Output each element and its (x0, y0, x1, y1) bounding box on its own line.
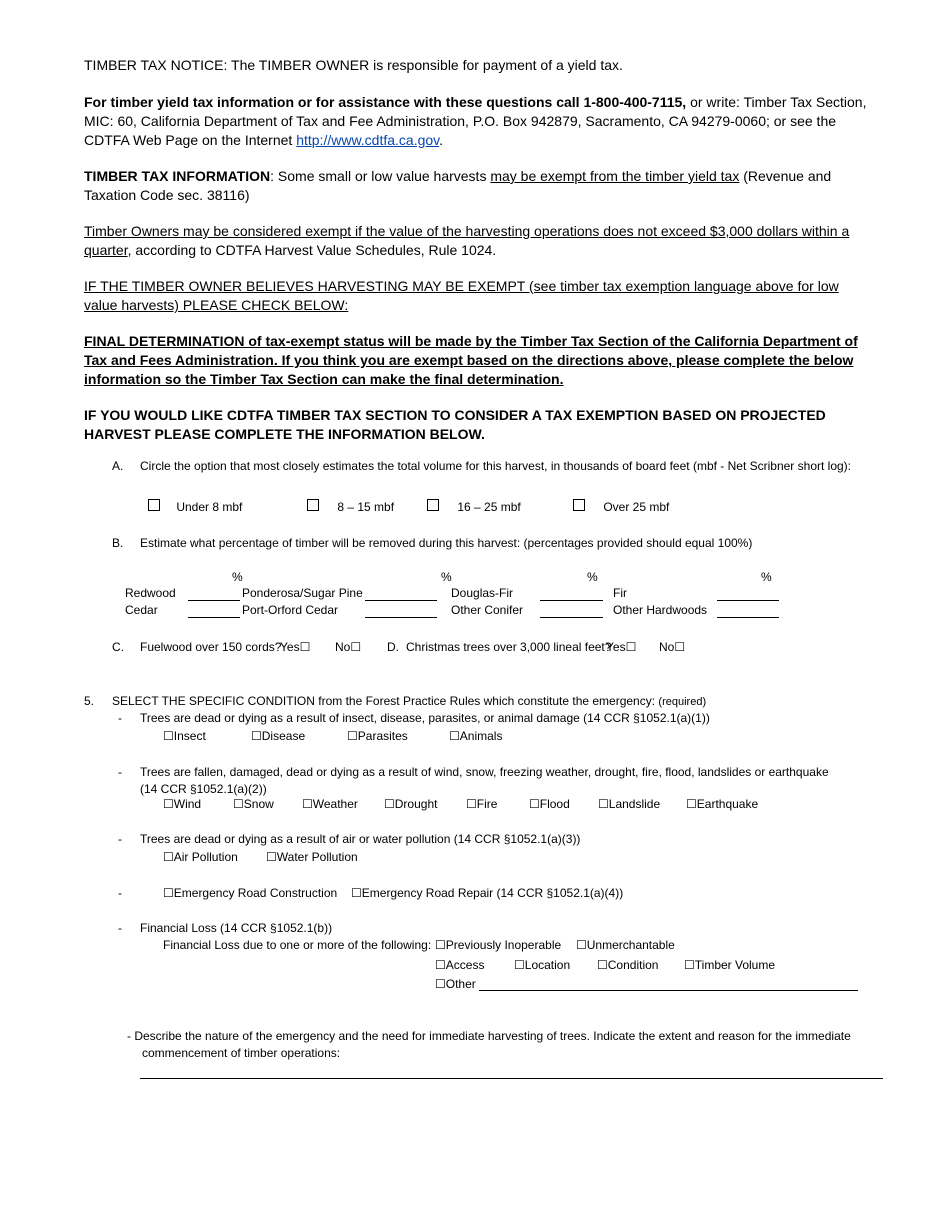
option-label: Air Pollution (173, 850, 238, 864)
option-label: Location (524, 958, 571, 972)
option-label: Landslide (608, 797, 661, 811)
option-road-construction[interactable] (163, 885, 337, 902)
christmas-yes[interactable] (606, 639, 636, 656)
tax-info-text-a: : Some small or low value harvests (270, 168, 491, 184)
checkbox[interactable] (427, 499, 439, 511)
pollution-condition-text: Trees are dead or dying as a result of air or water pollution (14 CCR §1052.1(a)(3)) (140, 832, 581, 846)
checkbox[interactable]: ☐ (625, 640, 637, 654)
option-label: Access (445, 958, 485, 972)
yes-label: Yes (606, 640, 626, 654)
option-label: Weather (312, 797, 358, 811)
option-label: Condition (607, 958, 659, 972)
christmas-trees-question: Christmas trees over 3,000 lineal feet? (406, 640, 612, 654)
option-drought[interactable] (384, 796, 437, 813)
checkbox[interactable]: ☐ (163, 797, 174, 811)
other-conifer-percent-field[interactable] (540, 617, 603, 618)
checkbox[interactable]: ☐ (350, 640, 362, 654)
port-orford-percent-field[interactable] (365, 617, 437, 618)
checkbox[interactable]: ☐ (233, 797, 244, 811)
species-cedar: Cedar (125, 603, 158, 617)
checkbox[interactable]: ☐ (597, 958, 608, 972)
section-b-letter: B. (112, 536, 124, 550)
percent-sign: % (761, 570, 772, 584)
species-douglas-fir: Douglas-Fir (451, 586, 514, 600)
tax-info-underlined: may be exempt from the timber yield tax (490, 168, 740, 184)
checkbox[interactable] (148, 499, 160, 511)
checkbox[interactable]: ☐ (266, 850, 277, 864)
option-weather[interactable] (302, 796, 358, 813)
section-d-letter: D. (387, 640, 399, 654)
option-landslide[interactable] (598, 796, 660, 813)
checkbox[interactable]: ☐ (163, 850, 174, 864)
checkbox[interactable]: ☐ (351, 886, 362, 900)
bullet-dash: - (118, 711, 122, 725)
species-ponderosa: Ponderosa/Sugar Pine (242, 586, 363, 600)
option-label: Wind (173, 797, 202, 811)
option-flood[interactable] (529, 796, 570, 813)
option-water-pollution[interactable] (266, 849, 358, 866)
volume-option-16-25[interactable] (427, 499, 521, 516)
option-label: Emergency Road Construction (173, 886, 338, 900)
volume-option-8-15[interactable] (307, 499, 394, 516)
option-label: Previously Inoperable (445, 938, 562, 952)
checkbox[interactable]: ☐ (163, 729, 174, 743)
checkbox[interactable] (307, 499, 319, 511)
option-unmerchantable[interactable] (576, 937, 675, 954)
exemption-value-paragraph (84, 222, 874, 260)
wind-condition-cite: (14 CCR §1052.1(a)(2)) (140, 782, 267, 796)
bullet-dash: - (118, 886, 122, 900)
option-label: Unmerchantable (586, 938, 675, 952)
species-other-hardwoods: Other Hardwoods (613, 603, 708, 617)
bullet-dash: - (118, 765, 122, 779)
christmas-no[interactable] (659, 639, 685, 656)
bullet-dash: - (118, 921, 122, 935)
percent-sign: % (441, 570, 452, 584)
contact-end: . (439, 132, 444, 148)
projected-harvest-paragraph: IF YOU WOULD LIKE CDTFA TIMBER TAX SECTION TO CONSIDER A TAX EXEMPTION BASED ON PROJECTED HARVEST PLEASE COMPLETE THE INFORMATION BELOW. (84, 407, 826, 442)
checkbox[interactable]: ☐ (449, 729, 460, 743)
checkbox[interactable] (573, 499, 585, 511)
exemption-value-underlined: Timber Owners may be considered exempt if the value of the harvesting operations does not exceed $3,000 dollars within a quarter (84, 223, 850, 258)
timber-tax-notice: TIMBER TAX NOTICE: The TIMBER OWNER is responsible for payment of a yield tax. (84, 57, 623, 73)
percent-sign: % (232, 570, 243, 584)
option-label: Disease (261, 729, 306, 743)
option-other[interactable] (435, 976, 476, 993)
checkbox[interactable]: ☐ (466, 797, 477, 811)
financial-loss-sub: Financial Loss due to one or more of the following: (163, 938, 432, 952)
option-previously-inoperable[interactable] (435, 937, 561, 954)
section-5-number: 5. (84, 694, 95, 708)
no-label: No (659, 640, 675, 654)
tax-info-heading: TIMBER TAX INFORMATION (84, 168, 271, 184)
volume-option-under-8[interactable] (148, 499, 242, 516)
exemption-value-rest: , according to CDTFA Harvest Value Schedules, Rule 1024. (127, 242, 497, 258)
option-label: Fire (476, 797, 498, 811)
option-label: Flood (539, 797, 570, 811)
species-port-orford: Port-Orford Cedar (242, 603, 339, 617)
cdtfa-web-link[interactable]: http://www.cdtfa.ca.gov (296, 132, 440, 148)
douglas-fir-percent-field[interactable] (540, 600, 603, 601)
option-label: Other (445, 977, 476, 991)
cedar-percent-field[interactable] (188, 617, 240, 618)
describe-emergency-field[interactable] (140, 1078, 883, 1079)
section-a-letter: A. (112, 459, 124, 473)
option-label: Timber Volume (694, 958, 776, 972)
volume-option-over-25[interactable] (573, 499, 669, 516)
checkbox[interactable]: ☐ (598, 797, 609, 811)
checkbox[interactable]: ☐ (163, 886, 174, 900)
checkbox[interactable]: ☐ (686, 797, 697, 811)
bullet-dash: - (118, 832, 122, 846)
option-label: 8 – 15 mbf (337, 500, 395, 514)
option-animals[interactable] (449, 728, 502, 745)
checkbox[interactable]: ☐ (384, 797, 395, 811)
species-other-conifer: Other Conifer (451, 603, 524, 617)
insect-condition-text: Trees are dead or dying as a result of insect, disease, parasites, or animal damage (14 CCR §1052.1(a)(1)) (140, 711, 710, 725)
section-5-heading (112, 693, 706, 711)
option-fire[interactable] (466, 796, 497, 813)
no-label: No (335, 640, 351, 654)
final-determination-paragraph: FINAL DETERMINATION of tax-exempt status will be made by the Timber Tax Section of the California Department of Tax and Fees Administration. If you think you are exempt based on the directions above, please complete the below information so the Timber Tax Section can make the final determination. (84, 333, 858, 387)
option-insect[interactable] (163, 728, 206, 745)
wind-condition-text: Trees are fallen, damaged, dead or dying as a result of wind, snow, freezing weather, drought, fire, flood, landslides or earthquake (140, 765, 829, 779)
fuelwood-question: Fuelwood over 150 cords? (140, 640, 282, 654)
timber-tax-information (84, 167, 874, 205)
fuelwood-no[interactable] (335, 639, 361, 656)
option-wind[interactable] (163, 796, 201, 813)
tax-info-text-b: (Revenue and Taxation Code sec. 38116) (84, 168, 832, 203)
option-road-repair[interactable] (351, 885, 623, 902)
checkbox[interactable]: ☐ (435, 958, 446, 972)
other-reason-field[interactable] (479, 990, 858, 991)
checkbox[interactable]: ☐ (684, 958, 695, 972)
option-label: Emergency Road Repair (14 CCR §1052.1(a)(4)) (361, 886, 624, 900)
checkbox[interactable]: ☐ (674, 640, 686, 654)
checkbox[interactable]: ☐ (251, 729, 262, 743)
option-label: Under 8 mbf (176, 500, 243, 514)
option-snow[interactable] (233, 796, 274, 813)
contact-address-text: or write: Timber Tax Section, MIC: 60, California Department of Tax and Fee Administration, P.O. Box 942879, Sacramento, CA 94279-0060; or see the CDTFA Web Page on the Internet (84, 94, 867, 148)
checkbox[interactable]: ☐ (435, 977, 446, 991)
option-label: Drought (394, 797, 438, 811)
checkbox[interactable]: ☐ (576, 938, 587, 952)
species-fir: Fir (613, 586, 627, 600)
option-label: Insect (173, 729, 206, 743)
heading-text: SELECT THE SPECIFIC CONDITION from the Forest Practice Rules which constitute the emergency: (112, 694, 656, 708)
contact-phone-bold: For timber yield tax information or for assistance with these questions call 1-800-400-7115, (84, 94, 687, 110)
required-note: (required) (658, 696, 707, 708)
checkbox[interactable]: ☐ (347, 729, 358, 743)
option-air-pollution[interactable] (163, 849, 238, 866)
describe-emergency-text: - Describe the nature of the emergency and the need for immediate harvesting of trees. Indicate the extent and reason for the immediate (127, 1029, 851, 1043)
checkbox[interactable]: ☐ (299, 640, 311, 654)
option-label: Earthquake (696, 797, 759, 811)
owner-believes-exempt-paragraph: IF THE TIMBER OWNER BELIEVES HARVESTING MAY BE EXEMPT (see timber tax exemption language above for low value harvests) PLEASE CHECK BELOW: (84, 278, 839, 313)
redwood-percent-field[interactable] (188, 600, 240, 601)
option-location[interactable] (514, 957, 570, 974)
checkbox[interactable]: ☐ (435, 938, 446, 952)
option-access[interactable] (435, 957, 484, 974)
ponderosa-percent-field[interactable] (365, 600, 437, 601)
section-a-text: Circle the option that most closely estimates the total volume for this harvest, in thousands of board feet (mbf - Net Scribner short log): (140, 459, 851, 473)
yes-label: Yes (280, 640, 300, 654)
section-c-letter: C. (112, 640, 124, 654)
species-redwood: Redwood (125, 586, 176, 600)
option-label: Parasites (357, 729, 408, 743)
checkbox[interactable]: ☐ (302, 797, 313, 811)
option-condition[interactable] (597, 957, 658, 974)
fir-percent-field[interactable] (717, 600, 779, 601)
checkbox[interactable]: ☐ (529, 797, 540, 811)
option-timber-volume[interactable] (684, 957, 775, 974)
fuelwood-yes[interactable] (280, 639, 310, 656)
section-b-text: Estimate what percentage of timber will be removed during this harvest: (percentages provided should equal 100%) (140, 536, 753, 550)
contact-info-paragraph (84, 93, 874, 150)
option-parasites[interactable] (347, 728, 408, 745)
other-hardwoods-percent-field[interactable] (717, 617, 779, 618)
checkbox[interactable]: ☐ (514, 958, 525, 972)
option-earthquake[interactable] (686, 796, 758, 813)
option-label: Animals (459, 729, 503, 743)
option-label: Over 25 mbf (603, 500, 670, 514)
describe-emergency-text-2: commencement of timber operations: (142, 1046, 341, 1060)
financial-loss-text: Financial Loss (14 CCR §1052.1(b)) (140, 921, 333, 935)
option-label: 16 – 25 mbf (457, 500, 521, 514)
option-label: Snow (243, 797, 274, 811)
option-label: Water Pollution (276, 850, 358, 864)
option-disease[interactable] (251, 728, 305, 745)
percent-sign: % (587, 570, 598, 584)
